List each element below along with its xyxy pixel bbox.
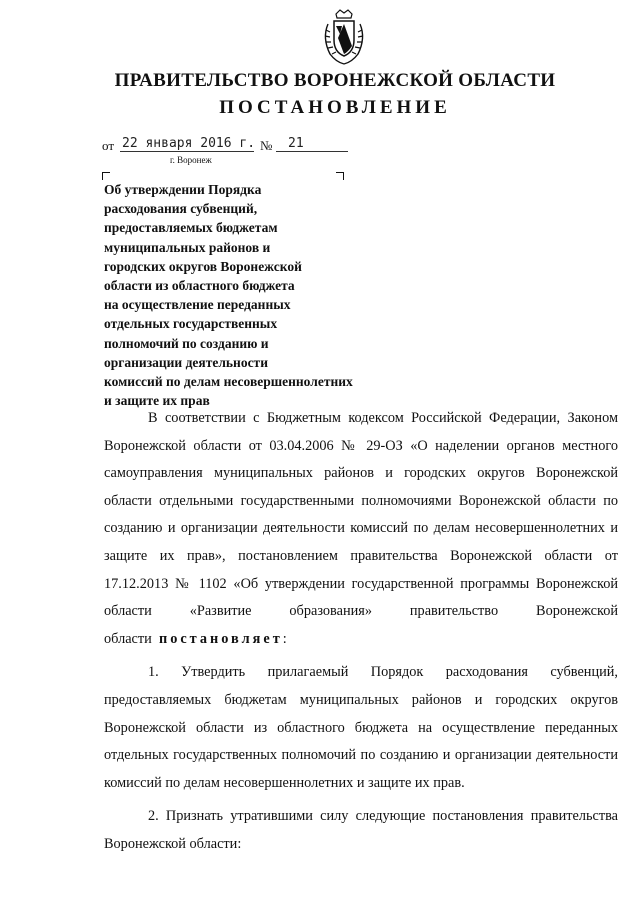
date-number-row xyxy=(102,136,362,154)
subject-line: муниципальных районов и xyxy=(104,239,271,255)
date-underline xyxy=(120,151,254,152)
document-type-title: ПОСТАНОВЛЕНИЕ xyxy=(219,97,451,118)
body-paragraph-item-2: 2. Признать утратившими силу следующие постановления правительства Воронежской области: xyxy=(104,808,618,852)
body-paragraph-item-1: 1. Утвердить прилагаемый Порядок расходования субвенций, предоставляемых бюджетам муниципальных районов и городских округов Воронежской области из областного бюджета на осуществление переданных отдельных государственных полномочий по созданию и организации деятельности комиссий по делам несовершеннолетних и защите их прав. xyxy=(104,664,618,791)
date-value: 22 января 2016 г. xyxy=(122,136,256,151)
subject-block xyxy=(104,180,394,410)
corner-mark-left xyxy=(102,172,110,180)
subject-line: полномочий по созданию и xyxy=(104,335,269,351)
body-paragraph-preamble xyxy=(104,405,618,653)
document-body xyxy=(104,405,618,865)
subject-line: отдельных государственных xyxy=(104,316,278,332)
subject-line: и защите их прав xyxy=(104,393,210,409)
subject-line: на осуществление переданных xyxy=(104,297,291,313)
subject-line: городских округов Воронежской xyxy=(104,258,302,274)
city-label: г. Воронеж xyxy=(170,155,212,165)
number-underline xyxy=(276,151,348,152)
subject-line: расходования субвенций, xyxy=(104,201,258,217)
number-prefix: № xyxy=(260,138,273,153)
preamble-end: : xyxy=(282,630,287,647)
subject-line: организации деятельности xyxy=(104,354,268,370)
date-prefix: от xyxy=(102,138,115,153)
number-value: 21 xyxy=(288,136,304,151)
subject-line: Об утверждении Порядка xyxy=(104,182,262,197)
resolves-keyword: постановляет xyxy=(158,630,283,647)
subject-line: области из областного бюджета xyxy=(104,278,295,294)
coat-of-arms-emblem xyxy=(318,8,370,66)
government-title: ПРАВИТЕЛЬСТВО ВОРОНЕЖСКОЙ ОБЛАСТИ xyxy=(114,70,556,91)
corner-mark-right xyxy=(336,172,344,180)
subject-line: комиссий по делам несовершеннолетних xyxy=(104,374,353,390)
preamble-text: В соответствии с Бюджетным кодексом Российской Федерации, Законом Воронежской области от 03.04.2006 № 29-ОЗ «О наделении органов местного самоуправления муниципальных районов и городских округов Воронежской области отдельными государственными полномочиями Воронежской области по созданию и организации деятельности комиссий по делам несовершеннолетних и защите их прав», постановлением правительства Воронежской области от 17.12.2013 № 1102 «Об утверждении государственной программы Воронежской области «Развитие образования» правительство Воронежской области xyxy=(104,410,618,647)
subject-line: предоставляемых бюджетам xyxy=(104,220,278,236)
